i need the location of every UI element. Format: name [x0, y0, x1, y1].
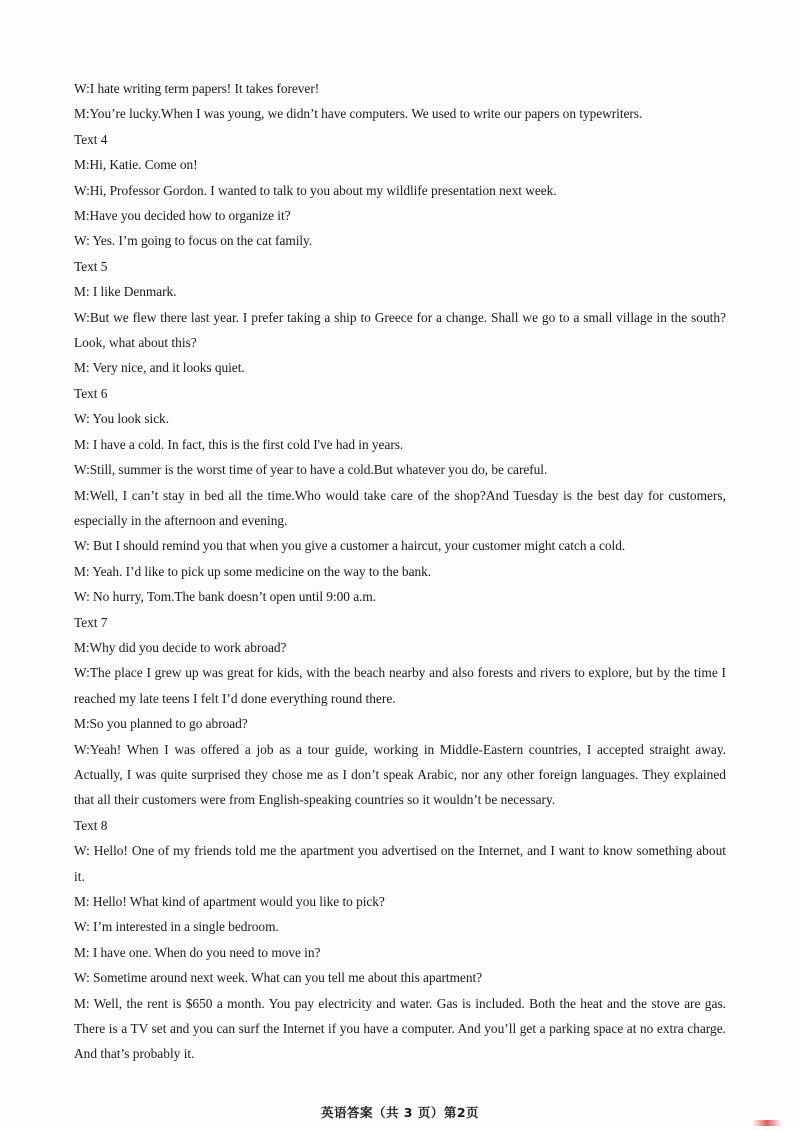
transcript-line: M:Have you decided how to organize it? [74, 208, 291, 224]
transcript-line: W:Yeah! When I was offered a job as a tour guide, working in Middle-Eastern countries, I accepted straight away. Actually, I was quite surprised they chose me as I don’t speak Arabic, nor any other foreign languages. They explained that all their customers were from English-speaking countries so it wouldn’t be necessary. [74, 741, 726, 808]
transcript-line: M: Yeah. I’d like to pick up some medicine on the way to the bank. [74, 563, 432, 579]
transcript-line: W:Hi, Professor Gordon. I wanted to talk to you about my wildlife presentation next week. [74, 182, 557, 198]
transcript-line: M: I have a cold. In fact, this is the first cold I've had in years. [74, 436, 404, 452]
transcript-line: M:You’re lucky.When I was young, we didn’t have computers. We used to write our papers on typewriters. [74, 106, 643, 122]
transcript-line: W: I’m interested in a single bedroom. [74, 919, 279, 935]
section-heading: Text 4 [74, 131, 108, 147]
section-heading: Text 7 [74, 614, 108, 630]
transcript-line: M: Very nice, and it looks quiet. [74, 360, 245, 376]
transcript-line: M:So you planned to go abroad? [74, 716, 248, 732]
transcript-line: M: I like Denmark. [74, 284, 177, 300]
transcript-line: W:But we flew there last year. I prefer taking a ship to Greece for a change. Shall we go to a small village in the south? Look, what about this? [74, 309, 726, 351]
transcript-line: W: Yes. I’m going to focus on the cat family. [74, 233, 313, 249]
transcript-line: M: Hello! What kind of apartment would you like to pick? [74, 894, 385, 909]
transcript-line: M: Well, the rent is $650 a month. You pay electricity and water. Gas is included. Both the heat and the stove are gas. There is a TV set and you can surf the Internet if you have a computer. And you’ll get a parking space at no extra charge. And that’s probably it. [74, 995, 726, 1062]
transcript-body [74, 76, 726, 1067]
transcript-line: W: Hello! One of my friends told me the apartment you advertised on the Internet, and I want to know something about it. [74, 843, 726, 884]
transcript-line: W:I hate writing term papers! It takes forever! [74, 81, 320, 96]
transcript-line: M:Hi, Katie. Come on! [74, 157, 198, 173]
transcript-line: W:Still, summer is the worst time of year to have a cold.But whatever you do, be careful. [74, 462, 548, 478]
section-heading: Text 8 [74, 817, 108, 833]
section-heading: Text 6 [74, 385, 108, 401]
transcript-line: W: No hurry, Tom.The bank doesn’t open until 9:00 a.m. [74, 589, 377, 605]
transcript-line: M:Well, I can’t stay in bed all the time.Who would take care of the shop?And Tuesday is the best day for customers, especially in the afternoon and evening. [74, 487, 726, 528]
transcript-line: M:Why did you decide to work abroad? [74, 639, 287, 655]
transcript-line: M: I have one. When do you need to move in? [74, 944, 321, 960]
transcript-line: W: You look sick. [74, 411, 170, 427]
transcript-line: W: Sometime around next week. What can you tell me about this apartment? [74, 970, 483, 986]
page-footer: 英语答案（共 3 页）第2页 [320, 1105, 480, 1120]
section-heading: Text 5 [74, 258, 108, 274]
transcript-line: W: But I should remind you that when you give a customer a haircut, your customer might catch a cold. [74, 538, 626, 554]
red-corner-mark [752, 1120, 782, 1126]
transcript-line: W:The place I grew up was great for kids, with the beach nearby and also forests and rivers to explore, but by the time I reached my late teens I felt I’d done everything round there. [74, 665, 726, 706]
